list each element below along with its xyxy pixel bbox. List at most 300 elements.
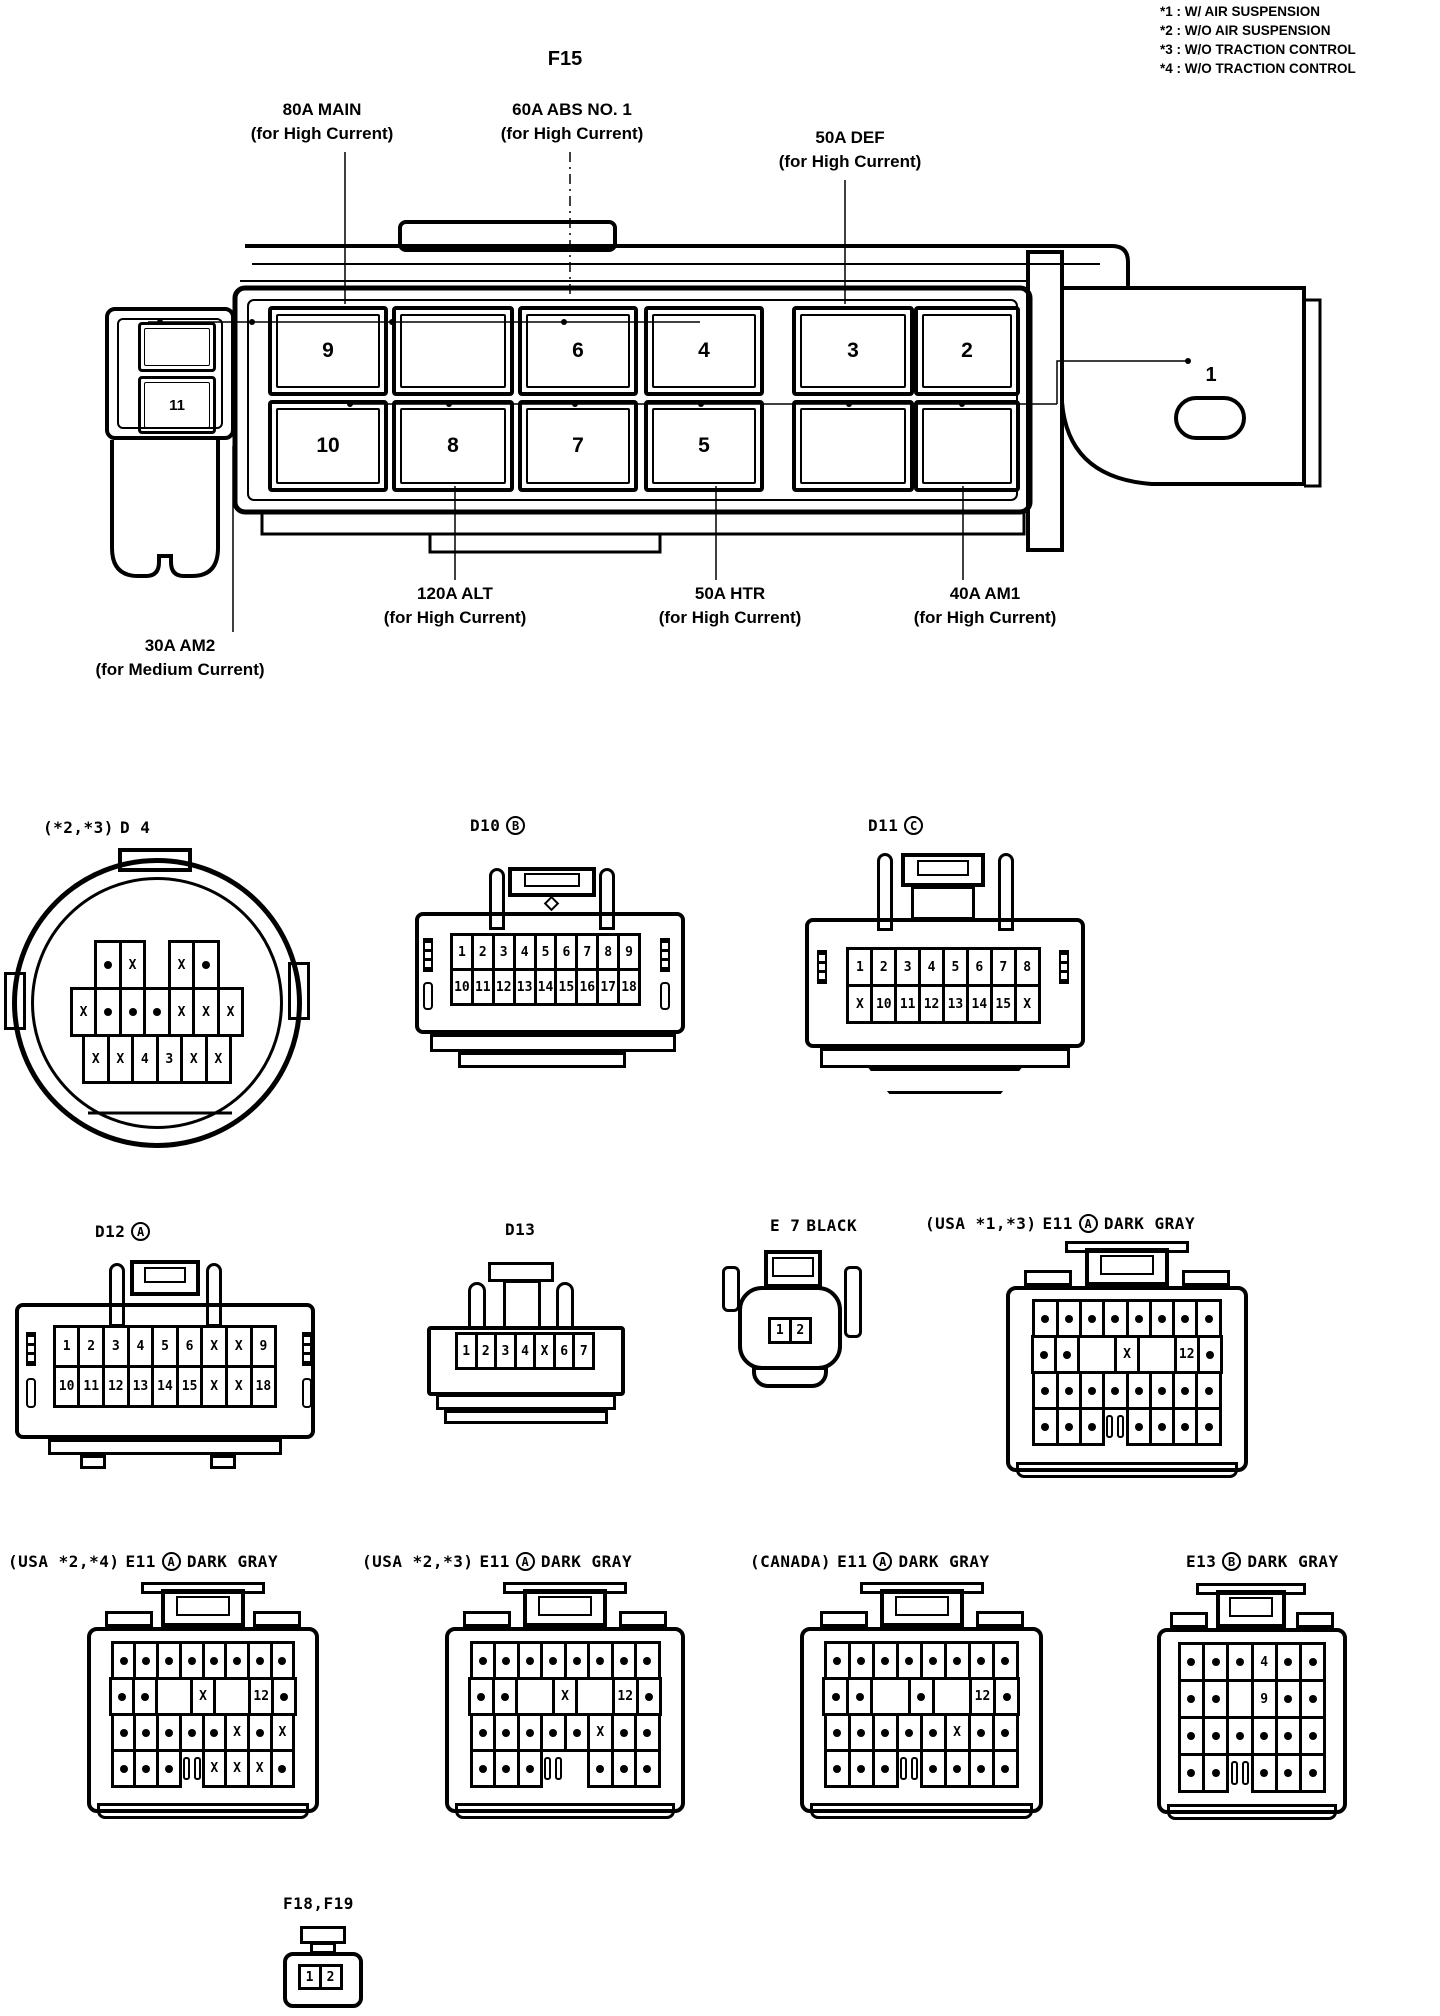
top-bump [619, 1611, 667, 1627]
terminal-dot [1088, 1315, 1096, 1323]
legend-notes [1160, 2, 1356, 78]
fuse-cell-blank [138, 322, 216, 372]
housing-foot [430, 1034, 676, 1052]
pin-cell: X [70, 987, 98, 1037]
terminal-dot [833, 1765, 841, 1773]
terminal-dot [120, 1765, 128, 1773]
pin-cell [908, 1677, 935, 1716]
pin-cell [848, 1713, 875, 1752]
housing-foot [752, 1366, 828, 1388]
terminal-dot [1001, 1657, 1009, 1665]
latch-stem [911, 886, 975, 920]
pin-cell [1178, 1716, 1205, 1756]
side-ear [722, 1266, 740, 1312]
terminal-dot [165, 1765, 173, 1773]
pin-cell: 5 [151, 1325, 179, 1368]
terminal-dot [1135, 1423, 1143, 1431]
pin-cell [896, 1749, 923, 1788]
terminal-dot [977, 1657, 985, 1665]
terminal-dot [1260, 1769, 1268, 1777]
pin-grid-e11-canada [812, 1641, 1030, 1788]
pin-cell: X [225, 1325, 253, 1368]
top-bump [105, 1611, 153, 1627]
label-40a-am1: 40A AM1 (for High Current) [913, 584, 1057, 627]
terminal-dot [104, 961, 112, 969]
pin-cell: 1 [846, 947, 873, 987]
terminal-dot [1088, 1387, 1096, 1395]
badge-circle: A [516, 1552, 535, 1571]
terminal-dot [833, 1729, 841, 1737]
pin-cell: X [200, 1325, 228, 1368]
terminal-dot [1001, 1729, 1009, 1737]
pin-cell [515, 1677, 555, 1716]
badge-circle: B [1222, 1552, 1241, 1571]
pin-cell [870, 1677, 911, 1716]
terminal-dot [620, 1657, 628, 1665]
pin-cell: 4 [918, 947, 945, 987]
bracket-position-1: 1 [1205, 364, 1217, 386]
pin-cell: X [180, 1034, 208, 1084]
terminal-dot [141, 1693, 149, 1701]
pin-grid-e11-usa13 [1018, 1299, 1236, 1446]
pin-cell [1299, 1642, 1326, 1682]
terminal-dot [153, 1008, 161, 1016]
pin-cell [920, 1749, 947, 1788]
pin-cell: 1 [450, 933, 474, 971]
pin-cell: 14 [966, 984, 993, 1024]
terminal-dot [1309, 1769, 1317, 1777]
terminal-dot [857, 1729, 865, 1737]
note-1: *1 : W/ AIR SUSPENSION [1160, 4, 1321, 19]
pin-cell: 2 [475, 1332, 498, 1370]
pin-cell [1251, 1753, 1278, 1793]
terminal-dot [1187, 1695, 1195, 1703]
pin-cell: X [552, 1677, 579, 1716]
terminal-dot [479, 1765, 487, 1773]
pin-cell: 1 [53, 1325, 81, 1368]
pin-cell [119, 987, 147, 1037]
pin-cell: 6 [176, 1325, 204, 1368]
terminal-dot [1309, 1695, 1317, 1703]
fuse-cell-blank [914, 400, 1020, 492]
housing-slot [1231, 1761, 1238, 1784]
terminal-dot [1181, 1315, 1189, 1323]
pin-cell [1195, 1299, 1221, 1338]
terminal-dot [1212, 1732, 1220, 1740]
pin-cell: 15 [554, 968, 578, 1006]
terminal-dot [142, 1765, 150, 1773]
pin-cell: 12 [918, 984, 945, 1024]
terminal-dot [1135, 1315, 1143, 1323]
terminal-dot [165, 1729, 173, 1737]
terminal-dot [1111, 1387, 1119, 1395]
terminal-dot [1003, 1693, 1011, 1701]
pin-cell: 7 [572, 1332, 595, 1370]
pin-cell: X [587, 1713, 614, 1752]
top-bump [1170, 1612, 1208, 1628]
fuse-cell-2: 2 [914, 306, 1020, 396]
housing-slot [183, 1757, 190, 1779]
terminal-dot [1187, 1658, 1195, 1666]
fuse-cell-9: 9 [268, 306, 388, 396]
pin-grid-d4 [12, 940, 302, 1084]
terminal-dot [104, 1008, 112, 1016]
terminal-dot [280, 1693, 288, 1701]
latch-prong [556, 1282, 574, 1330]
pin-cell: 13 [127, 1365, 155, 1408]
pin-cell: X [1014, 984, 1041, 1024]
pin-cell: X [270, 1713, 296, 1752]
terminal-dot [477, 1693, 485, 1701]
pin-cell: X [247, 1749, 273, 1788]
top-bump [463, 1611, 511, 1627]
pin-cell: 11 [894, 984, 921, 1024]
pin-cell [94, 987, 122, 1037]
terminal-dot [120, 1729, 128, 1737]
terminal-dot [1063, 1351, 1071, 1359]
pin-grid-d13 [446, 1332, 604, 1370]
badge-circle: C [904, 816, 923, 835]
pin-cell [1299, 1716, 1326, 1756]
terminal-dot [620, 1729, 628, 1737]
pin-cell: 6 [553, 1332, 576, 1370]
fuse-cell-8: 8 [392, 400, 514, 492]
pin-cell [634, 1713, 661, 1752]
housing-slot [544, 1757, 551, 1779]
terminal-dot [1158, 1315, 1166, 1323]
terminal-dot [1041, 1315, 1049, 1323]
pin-cell: 11 [471, 968, 495, 1006]
pin-cell [872, 1713, 899, 1752]
pin-cell [575, 1677, 615, 1716]
terminal-dot [1040, 1351, 1048, 1359]
pin-cell: 13 [942, 984, 969, 1024]
badge-circle: B [506, 816, 525, 835]
pin-cell: X [224, 1749, 250, 1788]
housing-slot [911, 1757, 918, 1779]
terminal-dot [953, 1657, 961, 1665]
terminal-dot [502, 1657, 510, 1665]
pin-cell [968, 1641, 995, 1680]
pin-cell [1275, 1716, 1302, 1756]
pin-cell: 10 [870, 984, 897, 1024]
terminal-dot [857, 1657, 865, 1665]
pin-cell [213, 1677, 252, 1716]
pin-cell: 15 [176, 1365, 204, 1408]
fuse-cell-blank [392, 306, 514, 396]
terminal-dot [881, 1729, 889, 1737]
pin-cell [636, 1677, 663, 1716]
pin-cell: 1 [455, 1332, 478, 1370]
pin-cell: X [190, 1677, 216, 1716]
badge-circle: A [131, 1222, 150, 1241]
terminal-dot [596, 1657, 604, 1665]
fuse-cell-3: 3 [792, 306, 914, 396]
pin-cell [896, 1641, 923, 1680]
pin-cell [1251, 1716, 1278, 1756]
housing-slot [555, 1757, 562, 1779]
pin-cell [944, 1641, 971, 1680]
terminal-dot [1236, 1732, 1244, 1740]
terminal-dot [1309, 1658, 1317, 1666]
terminal-dot [1284, 1658, 1292, 1666]
label-120a-alt: 120A ALT (for High Current) [383, 584, 527, 627]
pin-cell: 4 [131, 1034, 159, 1084]
fuse-cell-4: 4 [644, 306, 764, 396]
housing-foot [444, 1410, 608, 1424]
pin-cell: 12 [102, 1365, 130, 1408]
housing-foot [455, 1803, 675, 1819]
pin-cell [872, 1749, 899, 1788]
pin-cell [822, 1677, 849, 1716]
terminal-dot [549, 1657, 557, 1665]
terminal-dot [929, 1765, 937, 1773]
terminal-dot [953, 1765, 961, 1773]
pin-cell: 10 [53, 1365, 81, 1408]
pin-cell: 8 [1014, 947, 1041, 987]
terminal-dot [1309, 1732, 1317, 1740]
pin-grid-f18-f19 [296, 1964, 344, 1990]
pin-grid-e7 [766, 1317, 814, 1344]
pin-cell [634, 1749, 661, 1788]
housing-foot [80, 1455, 106, 1469]
terminal-dot [502, 1765, 510, 1773]
terminal-dot [1212, 1695, 1220, 1703]
badge-circle: A [1079, 1214, 1098, 1233]
pin-grid-d12 [41, 1325, 289, 1408]
terminal-dot [1065, 1423, 1073, 1431]
terminal-dot [917, 1693, 925, 1701]
fuse-cell-10: 10 [268, 400, 388, 492]
pin-cell [992, 1641, 1019, 1680]
terminal-dot [1135, 1387, 1143, 1395]
housing-slot [1242, 1761, 1249, 1784]
housing-slot [1106, 1415, 1113, 1437]
terminal-dot [1065, 1315, 1073, 1323]
pin-cell: 3 [156, 1034, 184, 1084]
pin-cell: 12 [1174, 1335, 1200, 1374]
pin-cell [944, 1749, 971, 1788]
terminal-dot [643, 1729, 651, 1737]
pin-cell: 2 [471, 933, 495, 971]
pin-cell [1226, 1753, 1253, 1793]
pin-cell: 4 [127, 1325, 155, 1368]
pin-cell [896, 1713, 923, 1752]
pin-cell [1137, 1335, 1176, 1374]
pin-cell: 5 [942, 947, 969, 987]
bolt-head [488, 1262, 554, 1282]
terminal-dot [881, 1657, 889, 1665]
pin-cell [1202, 1679, 1229, 1719]
pin-cell: 2 [789, 1317, 813, 1344]
note-4: *4 : W/O TRACTION CONTROL [1160, 61, 1356, 76]
badge-circle: A [873, 1552, 892, 1571]
fuse-cell-5: 5 [644, 400, 764, 492]
pin-cell [824, 1713, 851, 1752]
pin-cell: X [217, 987, 245, 1037]
housing-slot [194, 1757, 201, 1779]
pin-cell [155, 1677, 194, 1716]
pin-cell [824, 1641, 851, 1680]
pin-cell [848, 1749, 875, 1788]
pin-cell [1197, 1335, 1223, 1374]
pin-cell: 12 [612, 1677, 639, 1716]
pin-cell [1178, 1753, 1205, 1793]
pin-cell [993, 1677, 1020, 1716]
pin-cell [271, 1677, 297, 1716]
housing-foot [97, 1803, 309, 1819]
terminal-dot [645, 1693, 653, 1701]
terminal-dot [256, 1657, 264, 1665]
pin-cell: 18 [617, 968, 641, 1006]
pin-cell [1275, 1642, 1302, 1682]
terminal-dot [1206, 1351, 1214, 1359]
pin-cell: 1 [768, 1317, 792, 1344]
top-bump [976, 1611, 1024, 1627]
terminal-dot [905, 1657, 913, 1665]
terminal-dot [905, 1729, 913, 1737]
terminal-dot [1088, 1423, 1096, 1431]
pin-cell: X [200, 1365, 228, 1408]
pin-grid-d10 [438, 933, 653, 1006]
terminal-dot [526, 1729, 534, 1737]
terminal-dot [573, 1729, 581, 1737]
pin-cell [143, 940, 171, 990]
housing-slot [900, 1757, 907, 1779]
fuse-cell-6: 6 [518, 306, 638, 396]
pin-cell [634, 1641, 661, 1680]
pin-cell: 7 [990, 947, 1017, 987]
terminal-dot [142, 1729, 150, 1737]
pin-cell [270, 1749, 296, 1788]
note-2: *2 : W/O AIR SUSPENSION [1160, 23, 1331, 38]
pin-cell: X [533, 1332, 556, 1370]
pin-cell [846, 1677, 873, 1716]
terminal-dot [256, 1729, 264, 1737]
terminal-dot [1205, 1315, 1213, 1323]
top-bump [1296, 1612, 1334, 1628]
pin-cell: 15 [990, 984, 1017, 1024]
fuse-cell-7: 7 [518, 400, 638, 492]
housing-foot [858, 1068, 1032, 1094]
terminal-dot [1187, 1732, 1195, 1740]
terminal-dot [1284, 1695, 1292, 1703]
terminal-dot [573, 1657, 581, 1665]
terminal-dot [501, 1693, 509, 1701]
housing-foot [810, 1803, 1033, 1819]
badge-circle: A [162, 1552, 181, 1571]
pin-cell: 4 [513, 933, 537, 971]
pin-cell [1226, 1716, 1253, 1756]
label-50a-htr: 50A HTR (for High Current) [658, 584, 802, 627]
terminal-dot [881, 1765, 889, 1773]
pin-cell [992, 1749, 1019, 1788]
pin-cell: 3 [492, 933, 516, 971]
housing-foot [1167, 1804, 1337, 1820]
terminal-dot [1065, 1387, 1073, 1395]
pin-cell: X [202, 1749, 228, 1788]
pin-grid-d11 [836, 947, 1051, 1024]
terminal-dot [857, 1765, 865, 1773]
terminal-dot [1260, 1732, 1268, 1740]
pin-cell: X [224, 1713, 250, 1752]
pin-cell: 12 [248, 1677, 274, 1716]
pin-cell [270, 1641, 296, 1680]
pin-cell [1178, 1642, 1205, 1682]
terminal-dot [1212, 1658, 1220, 1666]
terminal-dot [1181, 1387, 1189, 1395]
pin-cell: 8 [596, 933, 620, 971]
diamond-mark [544, 896, 560, 912]
terminal-dot [210, 1729, 218, 1737]
pin-grid-e11-usa23 [458, 1641, 672, 1788]
terminal-dot [526, 1657, 534, 1665]
pin-cell [1195, 1371, 1221, 1410]
terminal-dot [1181, 1423, 1189, 1431]
top-bump [1024, 1270, 1072, 1286]
pin-cell: 3 [894, 947, 921, 987]
terminal-dot [833, 1657, 841, 1665]
side-ear [844, 1266, 862, 1338]
terminal-dot [643, 1657, 651, 1665]
terminal-dot [278, 1657, 286, 1665]
pin-cell [192, 940, 220, 990]
pin-cell [1275, 1753, 1302, 1793]
terminal-dot [502, 1729, 510, 1737]
pin-cell [1195, 1407, 1221, 1446]
terminal-dot [210, 1657, 218, 1665]
top-bump [253, 1611, 301, 1627]
latch-prong [468, 1282, 486, 1330]
terminal-dot [832, 1693, 840, 1701]
pin-cell: 2 [870, 947, 897, 987]
terminal-dot [929, 1729, 937, 1737]
terminal-dot [479, 1729, 487, 1737]
pin-cell [920, 1713, 947, 1752]
pin-cell: 12 [492, 968, 516, 1006]
pin-cell [920, 1641, 947, 1680]
label-60a-abs: 60A ABS NO. 1 (for High Current) [500, 100, 644, 143]
pin-cell: 1 [298, 1964, 322, 1990]
terminal-dot [233, 1657, 241, 1665]
terminal-dot [1205, 1387, 1213, 1395]
pin-cell [992, 1713, 1019, 1752]
terminal-dot [1236, 1658, 1244, 1666]
pin-cell: 2 [77, 1325, 105, 1368]
pin-cell [1202, 1642, 1229, 1682]
pin-cell: 11 [77, 1365, 105, 1408]
terminal-dot [596, 1765, 604, 1773]
pin-cell [1226, 1679, 1253, 1719]
terminal-dot [165, 1657, 173, 1665]
pin-cell [1299, 1679, 1326, 1719]
pin-cell: 10 [450, 968, 474, 1006]
pin-cell [1202, 1753, 1229, 1793]
label-30a-am2: 30A AM2 (for Medium Current) [95, 636, 265, 679]
terminal-dot [120, 1657, 128, 1665]
terminal-dot [142, 1657, 150, 1665]
housing-foot [48, 1439, 282, 1455]
pin-cell: 14 [534, 968, 558, 1006]
terminal-dot [278, 1765, 286, 1773]
terminal-dot [1041, 1423, 1049, 1431]
terminal-dot [202, 961, 210, 969]
terminal-dot [1284, 1732, 1292, 1740]
fusebox-title: F15 [547, 48, 583, 70]
housing-foot [1016, 1462, 1238, 1478]
terminal-dot [118, 1693, 126, 1701]
pin-cell [932, 1677, 973, 1716]
